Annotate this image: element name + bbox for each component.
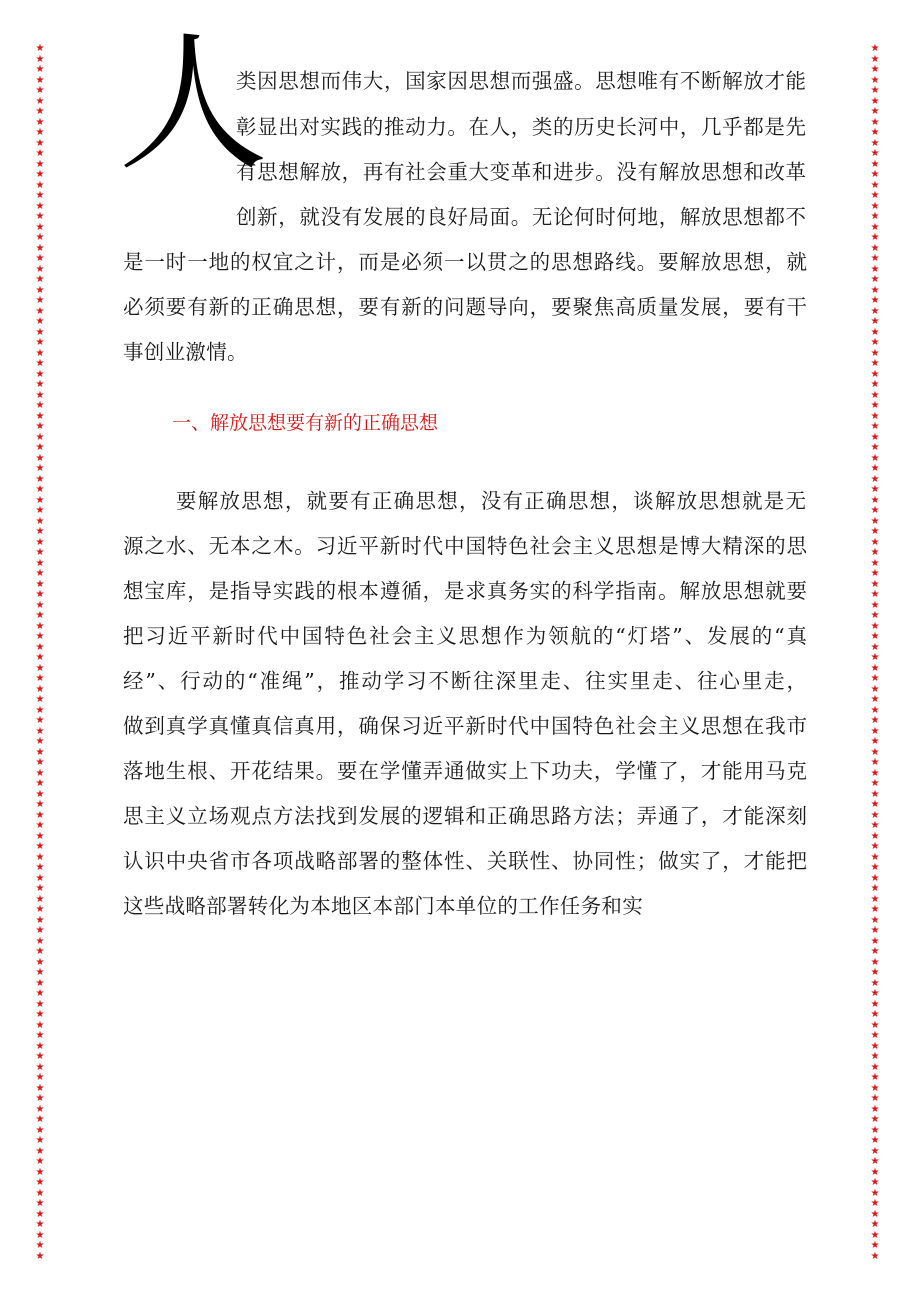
body-line-5: 经”、行动的“准绳”，推动学习不断往深里走、往实里走、往心里走， — [123, 669, 809, 693]
intro-line-5: 是一时一地的权宜之计，而是必须一以贯之的思想路线。要解放思想，就 — [123, 250, 808, 274]
body-line-3: 想宝库，是指导实践的根本遵循，是求真务实的科学指南。解放思想就要 — [123, 579, 808, 603]
left-star-border: ★★★★★★★★★★★★★★★★★★★★★★★★★★★★★★★★★★★★★★★★★★★★★★★★★★★★★★★★★★★★★★★★★★★★★★★★★★★★★★★★★★★★★★★★★★★★★★★★★★★★★★★★★★★★★★★★★★★★ — [35, 43, 45, 1262]
intro-line-3: 有思想解放，再有社会重大变革和进步。没有解放思想和改革 — [236, 160, 807, 184]
body-line-2: 源之水、无本之木。习近平新时代中国特色社会主义思想是博大精深的思 — [123, 534, 808, 558]
intro-line-2: 彰显出对实践的推动力。在人，类的历史长河中，几乎都是先 — [236, 115, 807, 139]
body-line-6: 做到真学真懂真信真用，确保习近平新时代中国特色社会主义思想在我市 — [123, 714, 808, 738]
section-heading: 一、解放思想要有新的正确思想 — [172, 412, 439, 434]
drop-cap: 人 — [118, 18, 269, 192]
body-line-1: 要解放思想，就要有正确思想，没有正确思想，谈解放思想就是无 — [176, 489, 808, 513]
body-line-4: 把习近平新时代中国特色社会主义思想作为领航的“灯塔”、发展的“真 — [123, 624, 809, 648]
body-line-8: 思主义立场观点方法找到发展的逻辑和正确思路方法；弄通了，才能深刻 — [123, 804, 808, 828]
intro-line-7: 事创业激情。 — [123, 340, 248, 364]
body-line-10: 这些战略部署转化为本地区本部门本单位的工作任务和实 — [123, 894, 643, 918]
intro-line-6: 必须要有新的正确思想，要有新的问题导向，要聚焦高质量发展，要有干 — [123, 295, 808, 319]
body-line-9: 认识中央省市各项战略部署的整体性、关联性、协同性；做实了，才能把 — [123, 849, 808, 873]
right-star-border: ★★★★★★★★★★★★★★★★★★★★★★★★★★★★★★★★★★★★★★★★★★★★★★★★★★★★★★★★★★★★★★★★★★★★★★★★★★★★★★★★★★★★★★★★★★★★★★★★★★★★★★★★★★★★★★★★★★★★ — [870, 43, 880, 1262]
intro-line-4: 创新，就没有发展的良好局面。无论何时何地，解放思想都不 — [236, 205, 807, 229]
intro-line-1: 类因思想而伟大，国家因思想而强盛。思想唯有不断解放才能 — [236, 69, 807, 93]
body-line-7: 落地生根、开花结果。要在学懂弄通做实上下功夫，学懂了，才能用马克 — [123, 759, 808, 783]
